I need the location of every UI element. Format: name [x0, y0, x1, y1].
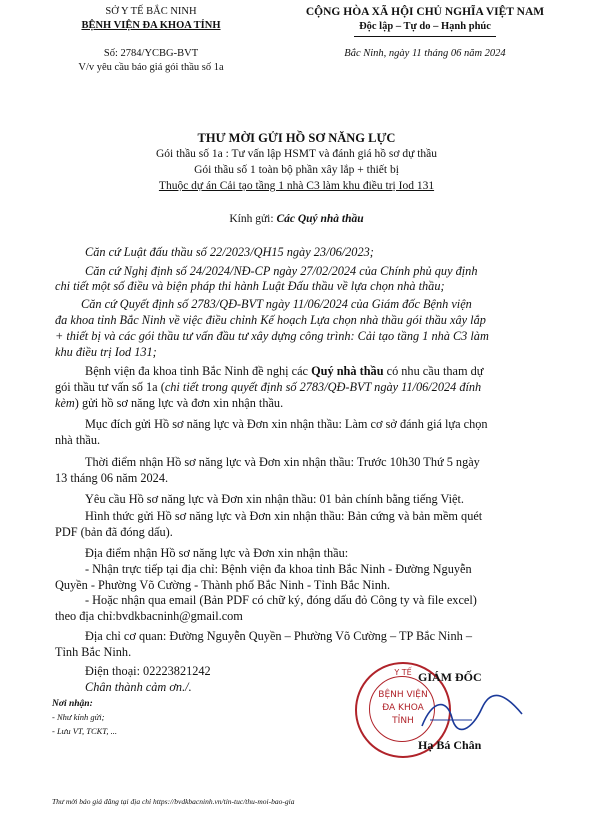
handwritten-signature	[412, 690, 532, 738]
recipient-item: - Như kính gửi;	[52, 712, 105, 722]
closing-line: Chân thành cảm ơn./.	[85, 680, 192, 694]
issue-date: Bắc Ninh, ngày 11 tháng 06 năm 2024	[344, 48, 506, 59]
signer-position: GIÁM ĐỐC	[418, 670, 482, 684]
hospital-name: BỆNH VIỆN ĐA KHOA TỈNH	[81, 20, 221, 31]
basis-line: Căn cứ Nghị định số 24/2024/NĐ-CP ngày 27/02/2024 của Chính phủ quy định	[85, 264, 478, 278]
recipient-item: - Lưu VT, TCKT, ...	[52, 726, 118, 736]
invite-decision-ref: kèm	[55, 396, 75, 410]
invite-text: có nhu cầu tham dự	[383, 364, 484, 378]
basis-line: + thiết bị và các gói thầu tư vấn đầu tư xây dựng công trình: Cải tạo tầng 1 nhà C3 làm	[55, 329, 489, 343]
document-number: Số: 2784/YCBG-BVT	[103, 48, 199, 59]
invite-text: Bệnh viện đa khoa tỉnh Bắc Ninh đề nghị các	[85, 364, 312, 378]
seal-text: ĐA KHOA	[382, 703, 424, 713]
invite-text: gói thầu tư vấn số 1a (	[55, 380, 165, 394]
greeting	[0, 213, 593, 225]
recipients-label: Nơi nhận:	[52, 699, 93, 709]
invite-decision-ref: chi tiết trong quyết định số 2783/QĐ-BVT ngày 11/06/2024 đính	[164, 380, 482, 394]
phone-line: Điện thoại: 02223821242	[85, 664, 211, 678]
body-line: Yêu cầu Hồ sơ năng lực và Đơn xin nhận thầu: 01 bản chính bằng tiếng Việt.	[85, 492, 464, 506]
footer-note: Thư mời báo giá đăng tại địa chỉ https://bvdkbacninh.vn/tin-tuc/thu-moi-bao-gia	[52, 797, 295, 806]
basis-line: Căn cứ Quyết định số 2783/QĐ-BVT ngày 11/06/2024 của Giám đốc Bệnh viện	[81, 297, 472, 311]
signer-name: Hạ Bá Chân	[418, 738, 482, 752]
package-line-1: Gói thầu số 1a : Tư vấn lập HSMT và đánh giá hồ sơ dự thầu	[156, 148, 437, 160]
invite-recipient: Quý nhà thầu	[311, 364, 384, 378]
project-line: Thuộc dự án Cải tạo tầng 1 nhà C3 làm khu điều trị Iod 131	[158, 180, 435, 192]
body-line: Địa điểm nhận Hồ sơ năng lực và Đơn xin nhận thầu:	[85, 546, 349, 560]
invite-text: ) gửi hồ sơ năng lực và đơn xin nhận thầu.	[74, 396, 284, 410]
document-subject: V/v yêu cầu báo giá gói thầu số 1a	[78, 62, 224, 73]
seal-rim-text: Y TẾ	[394, 668, 412, 677]
body-line: 13 tháng 06 năm 2024.	[55, 471, 169, 485]
motto-underline	[354, 36, 496, 37]
basis-line: đa khoa tỉnh Bắc Ninh về việc điều chỉnh Kế hoạch Lựa chọn nhà thầu gói thầu xây lắp	[55, 313, 486, 327]
body-line: Địa chỉ cơ quan: Đường Nguyễn Quyền – Phường Võ Cường – TP Bắc Ninh –	[85, 629, 472, 643]
invite-line-2	[55, 380, 560, 396]
country-name: CỘNG HÒA XÃ HỘI CHỦ NGHĨA VIỆT NAM	[305, 6, 545, 18]
body-line: Quyền - Phường Võ Cường - Thành phố Bắc Ninh - Tỉnh Bắc Ninh.	[55, 578, 391, 592]
body-line: - Nhận trực tiếp tại địa chỉ: Bệnh viện đa khoa tỉnh Bắc Ninh - Đường Nguyễn	[85, 562, 472, 576]
basis-line: khu điều trị Iod 131;	[55, 345, 157, 359]
letter-title: THƯ MỜI GỬI HỒ SƠ NĂNG LỰC	[197, 131, 396, 145]
basis-line: chi tiết một số điều và biện pháp thi hành Luật Đấu thầu về lựa chọn nhà thầu;	[55, 279, 445, 293]
ministry-name: SỞ Y TẾ BẮC NINH	[105, 6, 197, 17]
package-line-2: Gói thầu số 1 toàn bộ phần xây lắp + thiết bị	[194, 164, 399, 176]
body-line: Mục đích gửi Hồ sơ năng lực và Đơn xin nhận thầu: Làm cơ sở đánh giá lựa chọn	[85, 417, 488, 431]
invite-line-3	[55, 396, 560, 412]
body-line: theo địa chỉ:bvdkbacninh@gmail.com	[55, 609, 243, 623]
body-line: Tỉnh Bắc Ninh.	[55, 645, 132, 659]
body-line: PDF (bản đã đóng dấu).	[55, 525, 173, 539]
body-line: nhà thầu.	[55, 433, 101, 447]
basis-line: Căn cứ Luật đấu thầu số 22/2023/QH15 ngày 23/06/2023;	[85, 245, 374, 259]
invite-line-1	[55, 364, 560, 380]
national-motto: Độc lập – Tự do – Hạnh phúc	[359, 21, 491, 32]
body-line: Thời điểm nhận Hồ sơ năng lực và Đơn xin nhận thầu: Trước 10h30 Thứ 5 ngày	[85, 455, 480, 469]
greeting-recipient: Các Quý nhà thầu	[276, 213, 364, 225]
greeting-prefix: Kính gửi:	[229, 213, 277, 225]
seal-text: BỆNH VIỆN	[378, 690, 428, 700]
body-line: Hình thức gửi Hồ sơ năng lực và Đơn xin nhận thầu: Bản cứng và bản mềm quét	[85, 509, 483, 523]
body-line: - Hoặc nhận qua email (Bản PDF có chữ ký, đóng dấu đỏ Công ty và file excel)	[85, 593, 477, 607]
seal-text: TỈNH	[392, 716, 414, 726]
